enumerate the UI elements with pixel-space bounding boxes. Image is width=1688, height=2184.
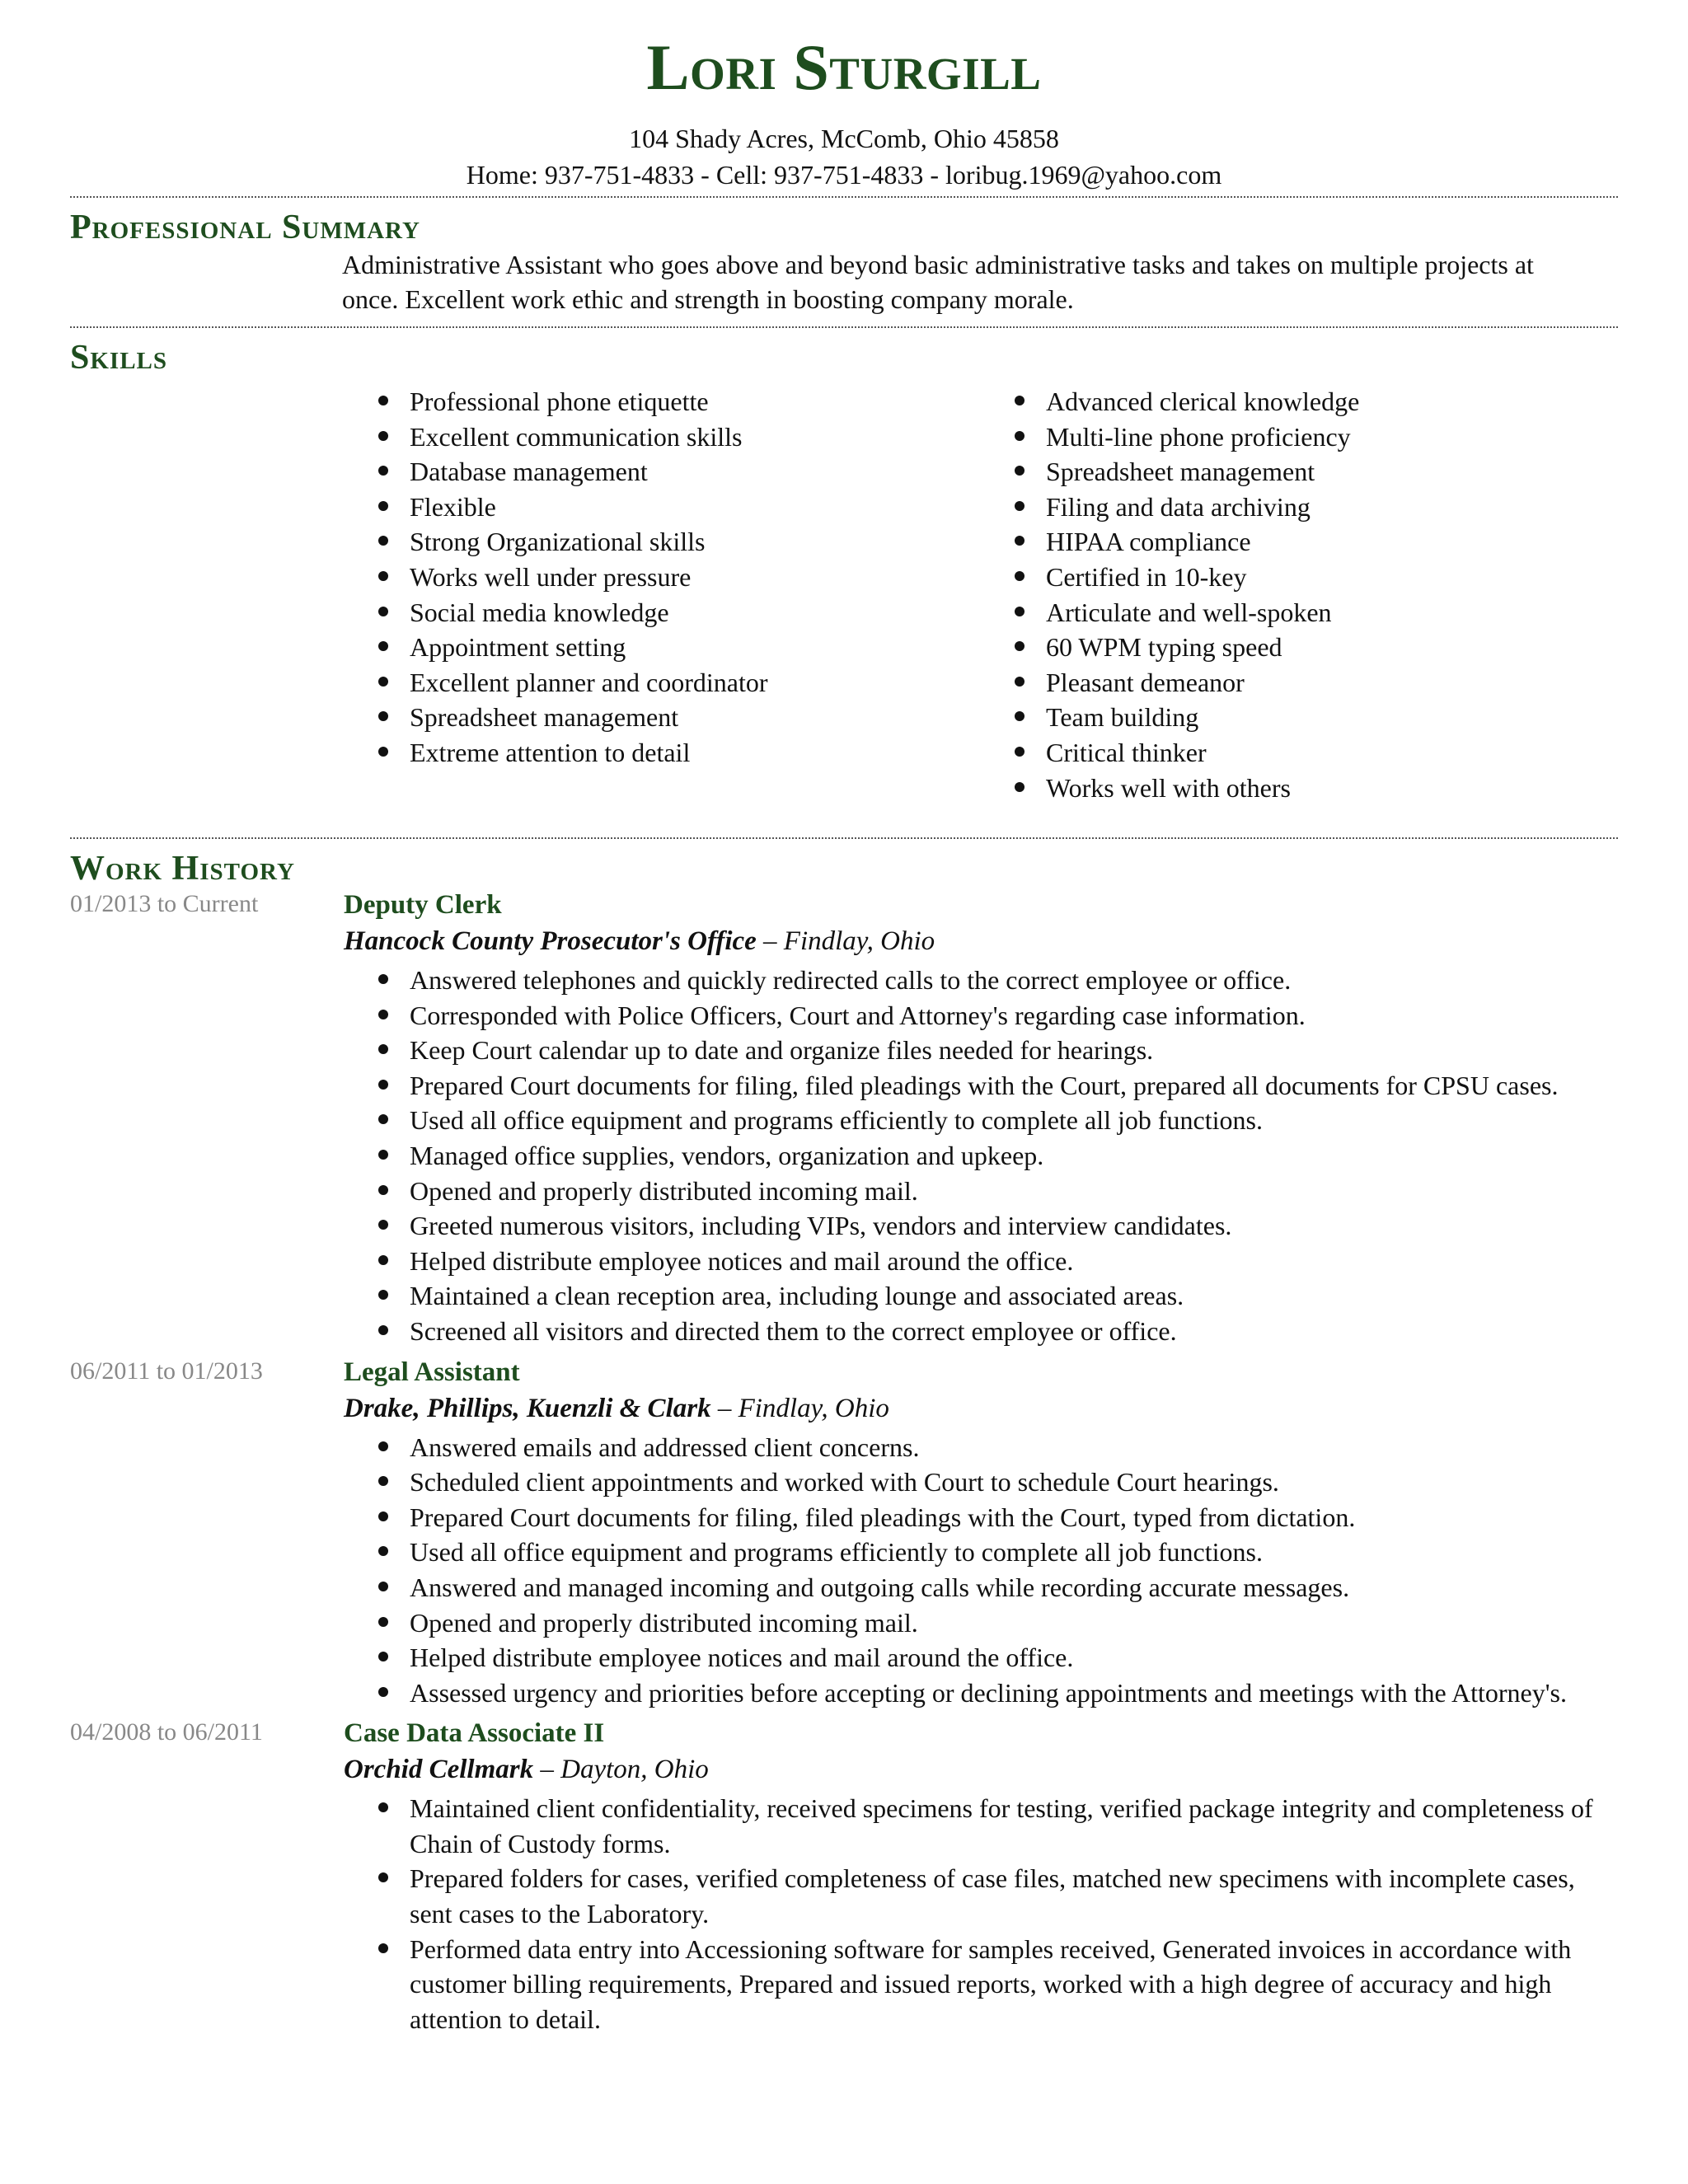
job-duty-item: Maintained client confidentiality, received specimens for testing, verified package integrity and completeness of Chain of Custody forms.	[373, 1791, 1593, 1861]
skills-list-left	[373, 384, 767, 771]
resume-page	[70, 0, 1618, 2036]
job-duty-item: Managed office supplies, vendors, organization and upkeep.	[373, 1138, 1593, 1174]
skill-item: Database management	[373, 454, 767, 490]
job-duty-item: Prepared Court documents for filing, filed pleadings with the Court, prepared all documents for CPSU cases.	[373, 1068, 1593, 1104]
divider	[70, 326, 1618, 328]
job-employer-line	[344, 923, 1618, 959]
skill-item: Certified in 10-key	[1010, 560, 1359, 595]
job-duty-item: Opened and properly distributed incoming mail.	[373, 1174, 1593, 1209]
job-duty-item: Answered and managed incoming and outgoing calls while recording accurate messages.	[373, 1570, 1593, 1605]
job-duty-item: Used all office equipment and programs efficiently to complete all job functions.	[373, 1103, 1593, 1138]
skill-item: 60 WPM typing speed	[1010, 630, 1359, 665]
job-duty-item: Answered emails and addressed client concerns.	[373, 1430, 1593, 1465]
skill-item: Strong Organizational skills	[373, 524, 767, 560]
job-list	[70, 887, 1618, 2036]
job-duties-list	[373, 1430, 1593, 1711]
job-employer-line	[344, 1390, 1618, 1427]
job-duties-list	[373, 963, 1593, 1349]
employer-location: Findlay, Ohio	[738, 1393, 889, 1423]
skill-item: Filing and data archiving	[1010, 490, 1359, 525]
job-entry	[70, 887, 1618, 1349]
employer-name: Orchid Cellmark	[344, 1755, 534, 1785]
job-body	[344, 1354, 1618, 1711]
job-duty-item: Answered telephones and quickly redirected calls to the correct employee or office.	[373, 963, 1593, 998]
employer-name: Drake, Phillips, Kuenzli & Clark	[344, 1393, 711, 1423]
job-duty-item: Maintained a clean reception area, including lounge and associated areas.	[373, 1278, 1593, 1314]
job-duty-item: Scheduled client appointments and worked with Court to schedule Court hearings.	[373, 1465, 1593, 1500]
job-dates: 01/2013 to Current	[70, 890, 259, 917]
skill-item: Articulate and well-spoken	[1010, 595, 1359, 630]
work-history-section	[70, 851, 1618, 2036]
job-body	[344, 887, 1618, 1349]
skill-item: Spreadsheet management	[1010, 454, 1359, 490]
skill-item: Works well under pressure	[373, 560, 767, 595]
skill-item: Extreme attention to detail	[373, 735, 767, 771]
skill-item: Works well with others	[1010, 771, 1359, 806]
employer-location: Dayton, Ohio	[560, 1755, 709, 1785]
job-duty-item: Prepared Court documents for filing, filed pleadings with the Court, typed from dictation.	[373, 1500, 1593, 1535]
job-duty-item: Performed data entry into Accessioning software for samples received, Generated invoices in accordance with customer billing requirements, Prepared and issued reports, worked with a high degree of accuracy and high attention to detail.	[373, 1932, 1593, 2037]
job-duty-item: Screened all visitors and directed them to the correct employee or office.	[373, 1314, 1593, 1349]
employer-location: Findlay, Ohio	[783, 926, 935, 956]
employer-name: Hancock County Prosecutor's Office	[344, 926, 757, 956]
skill-item: Spreadsheet management	[373, 700, 767, 735]
skill-item: Pleasant demeanor	[1010, 665, 1359, 701]
section-title-summary: Professional Summary	[70, 209, 420, 246]
job-duty-item: Greeted numerous visitors, including VIPs, vendors and interview candidates.	[373, 1208, 1593, 1244]
skill-item: Multi-line phone proficiency	[1010, 419, 1359, 455]
job-dates: 04/2008 to 06/2011	[70, 1718, 263, 1746]
skill-item: Flexible	[373, 490, 767, 525]
job-duties-list	[373, 1791, 1593, 2036]
skill-item: Team building	[1010, 700, 1359, 735]
employer-separator: –	[533, 1755, 561, 1785]
address-line: 104 Shady Acres, McComb, Ohio 45858	[629, 124, 1059, 153]
skill-item: Professional phone etiquette	[373, 384, 767, 419]
skill-item: Social media knowledge	[373, 595, 767, 630]
job-title: Legal Assistant	[344, 1357, 520, 1387]
skills-list-right	[1010, 384, 1359, 805]
job-duty-item: Keep Court calendar up to date and organize files needed for hearings.	[373, 1033, 1593, 1068]
skills-columns	[70, 376, 1618, 837]
job-entry	[70, 1715, 1618, 2036]
job-entry	[70, 1354, 1618, 1711]
job-duty-item: Opened and properly distributed incoming mail.	[373, 1605, 1593, 1641]
summary-text: Administrative Assistant who goes above and beyond basic administrative tasks and takes on multiple projects at once. Excellent work ethic and strength in boosting company morale.	[342, 250, 1534, 314]
job-duty-item: Helped distribute employee notices and mail around the office.	[373, 1244, 1593, 1279]
section-title-skills: Skills	[70, 339, 168, 377]
section-title-work-history: Work History	[70, 850, 295, 888]
job-duty-item: Prepared folders for cases, verified completeness of case files, matched new specimens with incomplete cases, sent cases to the Laboratory.	[373, 1861, 1593, 1931]
employer-separator: –	[756, 926, 784, 956]
job-duty-item: Helped distribute employee notices and mail around the office.	[373, 1640, 1593, 1675]
skill-item: Appointment setting	[373, 630, 767, 665]
job-body	[344, 1715, 1618, 2036]
candidate-name: Lori Sturgill	[646, 31, 1042, 103]
skill-item: Critical thinker	[1010, 735, 1359, 771]
job-duty-item: Assessed urgency and priorities before accepting or declining appointments and meetings with the Attorney's.	[373, 1675, 1593, 1711]
divider	[70, 837, 1618, 839]
job-title: Case Data Associate II	[344, 1718, 605, 1749]
job-dates: 06/2011 to 01/2013	[70, 1357, 263, 1385]
skills-section	[70, 340, 1618, 837]
job-title: Deputy Clerk	[344, 890, 502, 920]
job-duty-item: Corresponded with Police Officers, Court and Attorney's regarding case information.	[373, 998, 1593, 1033]
job-employer-line	[344, 1751, 1618, 1788]
job-duty-item: Used all office equipment and programs efficiently to complete all job functions.	[373, 1535, 1593, 1570]
employer-separator: –	[710, 1393, 738, 1423]
skill-item: Excellent planner and coordinator	[373, 665, 767, 701]
skill-item: Advanced clerical knowledge	[1010, 384, 1359, 419]
divider	[70, 196, 1618, 198]
summary-section	[70, 209, 1618, 316]
skill-item: HIPAA compliance	[1010, 524, 1359, 560]
contact-line: Home: 937-751-4833 - Cell: 937-751-4833 - loribug.1969@yahoo.com	[466, 160, 1222, 190]
skill-item: Excellent communication skills	[373, 419, 767, 455]
